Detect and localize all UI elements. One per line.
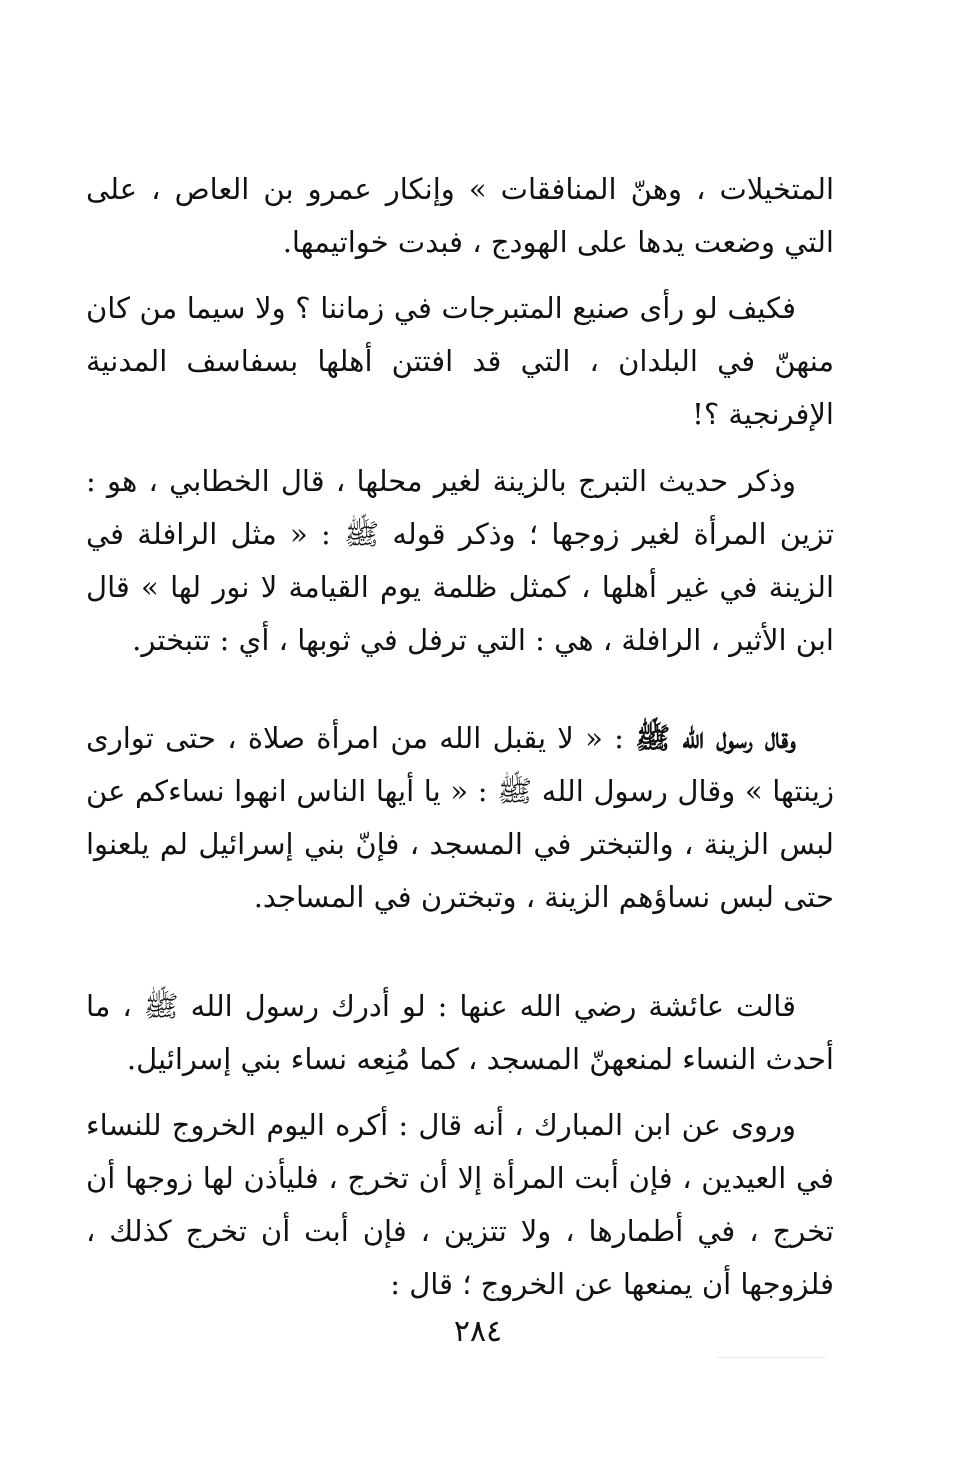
scan-edge-mark bbox=[716, 1357, 826, 1358]
paragraph-4-text: : « لا يقبل الله من امرأة صلاة ، حتى توارى زينتها » وقال رسول الله ﷺ : « يا أيها الناس انهوا نساءكم عن لبس الزينة ، والتبختر في المسجد ، فإنّ بني إسرائيل لم يلعنوا حتى لبس نساؤهم الزينة ، وتبخترن في المساجد. bbox=[86, 721, 834, 914]
paragraph-4-body bbox=[86, 712, 834, 924]
paragraph-5 bbox=[86, 980, 834, 1086]
paragraph-6 bbox=[86, 1099, 834, 1311]
page-number: ٢٨٤ bbox=[453, 1314, 503, 1349]
paragraph-3-text: وذكر حديث التبرج بالزينة لغير محلها ، قال الخطابي ، هو : تزين المرأة لغير زوجها ؛ وذكر قوله ﷺ : « مثل الرافلة في الزينة في غير أهلها ، كمثل ظلمة يوم القيامة لا نور لها » قال ابن الأثير ، الرافلة ، هي : التي ترفل في ثوبها ، أي : تتبختر. bbox=[86, 464, 834, 657]
paragraph-5-text: قالت عائشة رضي الله عنها : لو أدرك رسول الله ﷺ ، ما أحدث النساء لمنعهنّ المسجد ، كما مُنِعه نساء بني إسرائيل. bbox=[86, 989, 834, 1076]
paragraph-6-text: وروى عن ابن المبارك ، أنه قال : أكره اليوم الخروج للنساء في العيدين ، فإن أبت المرأة إلا أن تخرج ، فليأذن لها زوجها أن تخرج ، في أطمارها ، ولا تتزين ، فإن أبت أن تخرج كذلك ، فلزوجها أن يمنعها عن الخروج ؛ قال : bbox=[86, 1108, 834, 1301]
paragraph-2-text: فكيف لو رأى صنيع المتبرجات في زماننا ؟ ولا سيما من كان منهنّ في البلدان ، التي قد افتتن أهلها بسفاسف المدنية الإفرنجية ؟! bbox=[86, 291, 834, 431]
paragraph-1 bbox=[86, 163, 834, 269]
paragraph-4 bbox=[86, 712, 834, 924]
paragraph-3 bbox=[86, 455, 834, 667]
paragraph-4-lead: وقال رسول الله ﷺ bbox=[635, 721, 796, 755]
paragraph-1-text: المتخيلات ، وهنّ المنافقات » وإنكار عمرو بن العاص ، على التي وضعت يدها على الهودج ، فبدت خواتيمها. bbox=[86, 172, 834, 259]
paragraph-2 bbox=[86, 282, 834, 441]
